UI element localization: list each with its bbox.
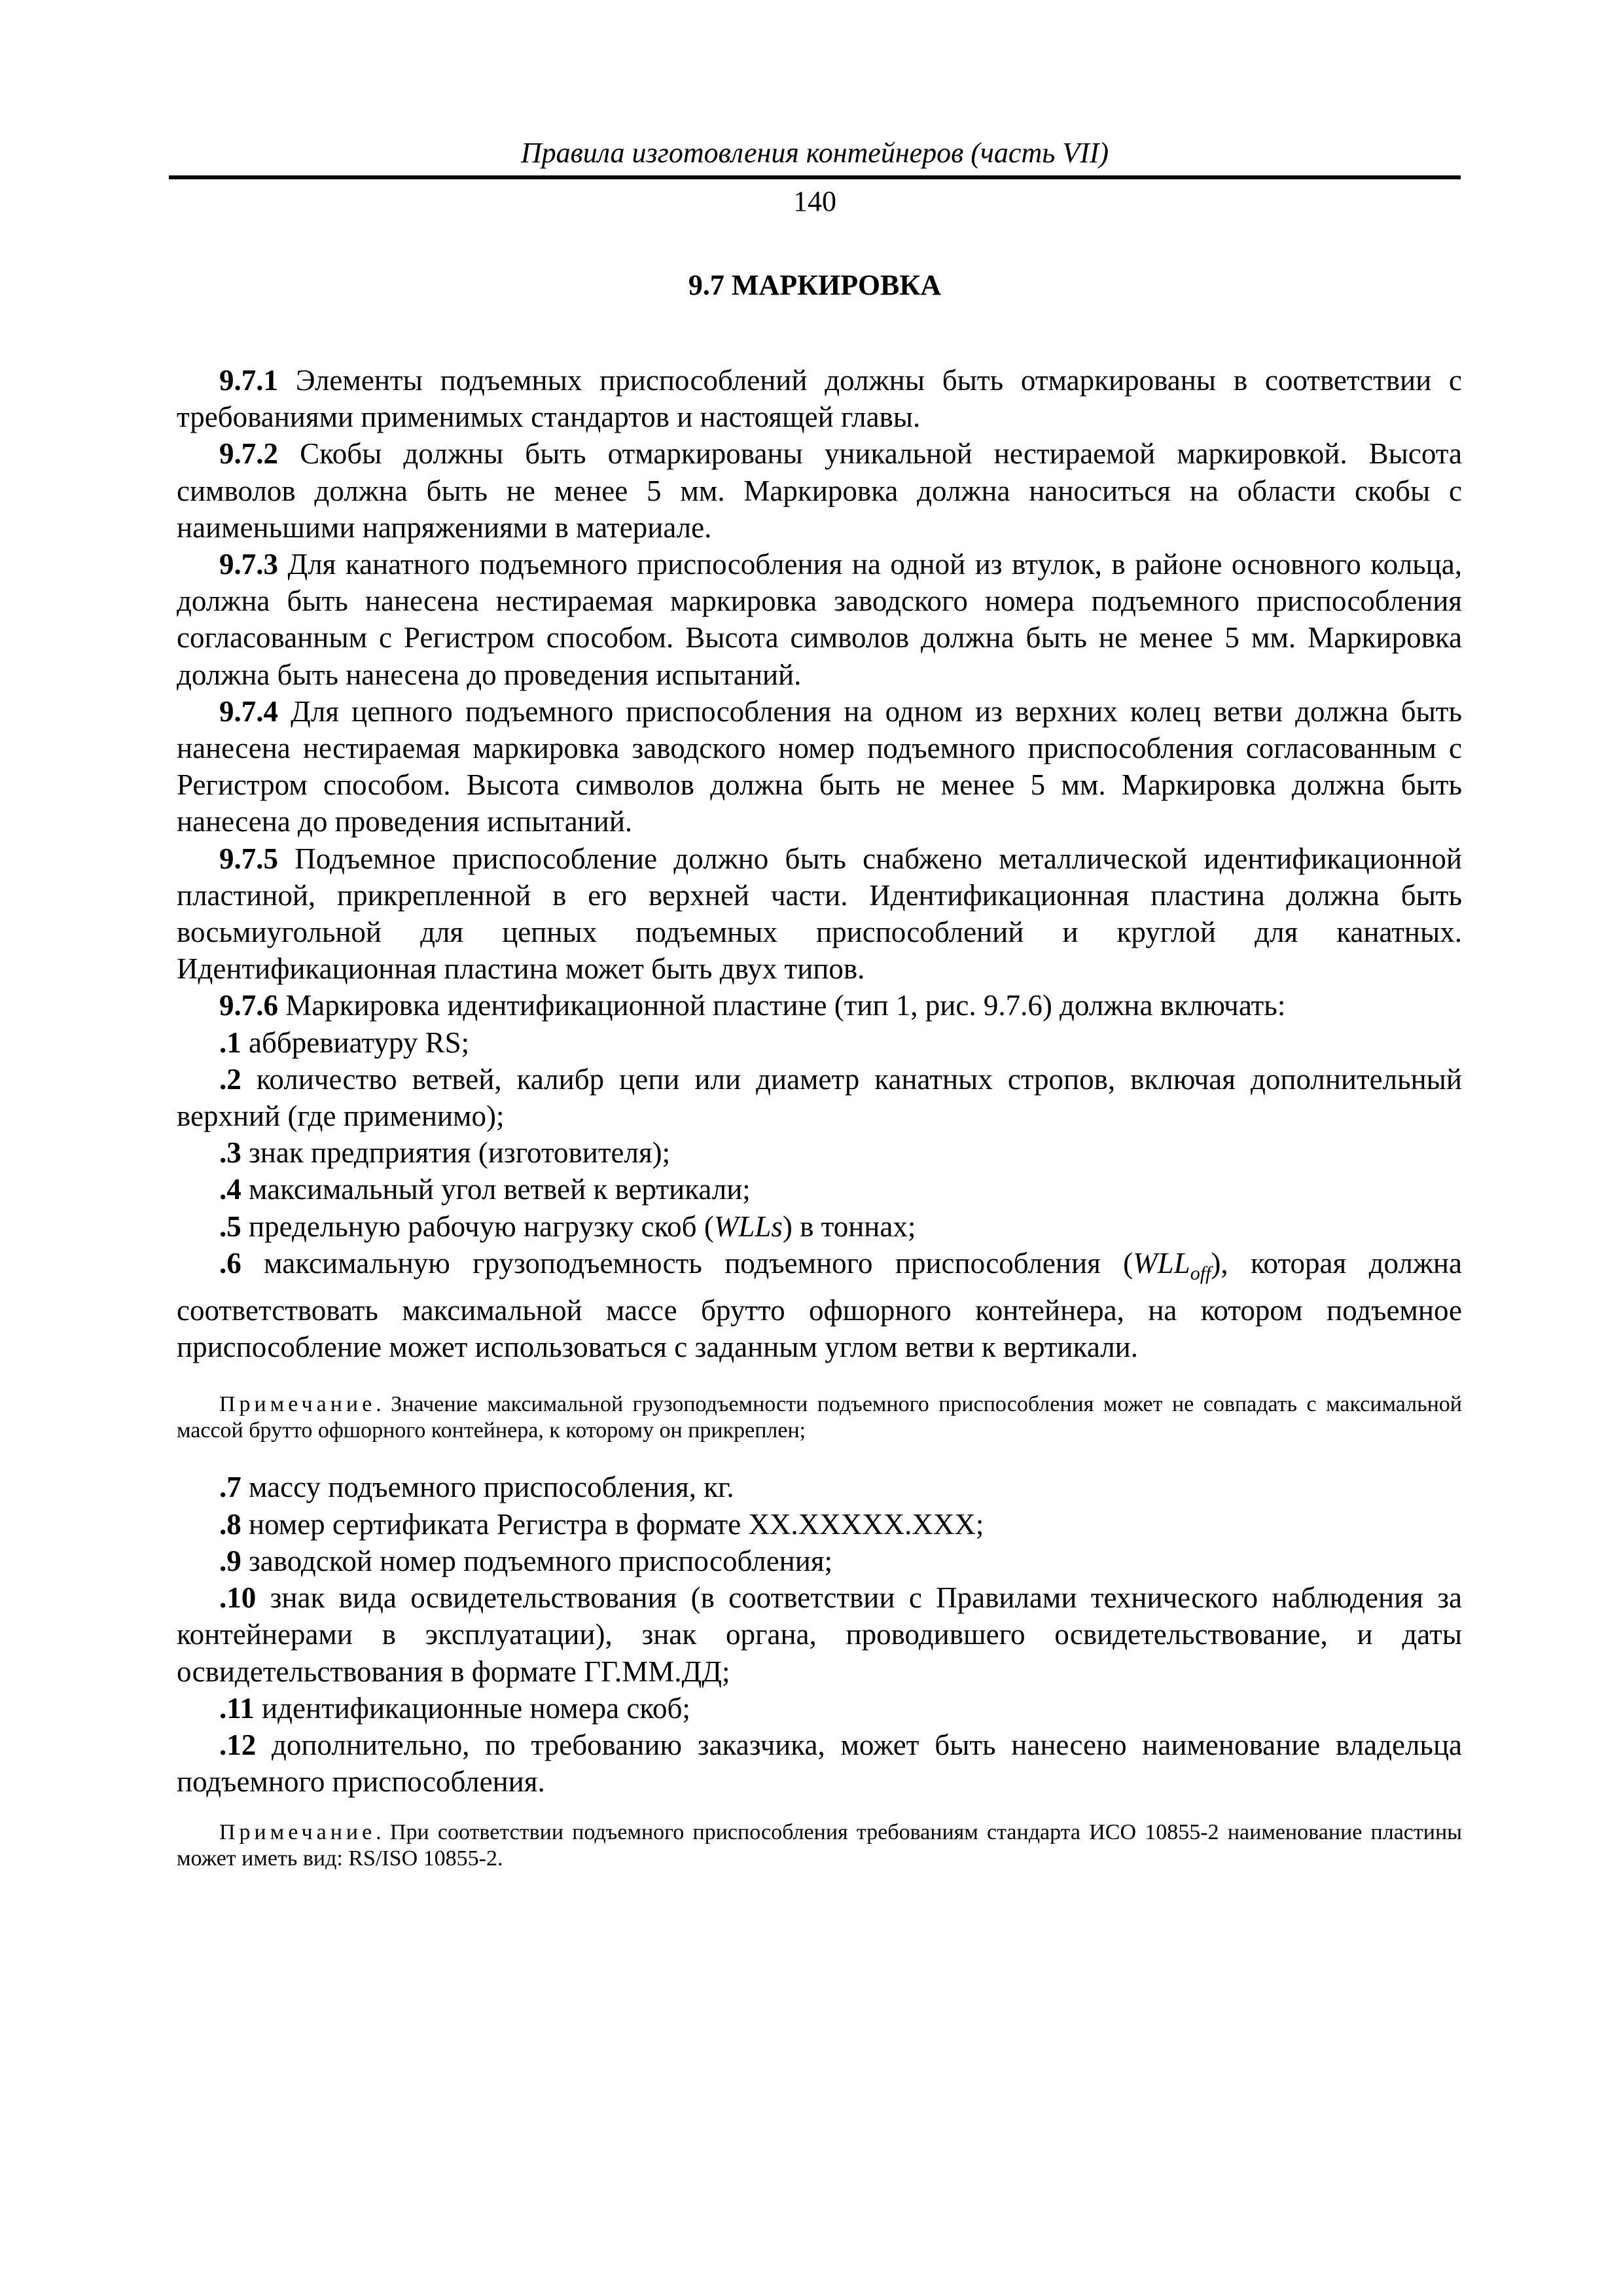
header-rule [169, 175, 1461, 179]
list-item-10 [177, 1579, 1462, 1690]
item-text: заводской номер подъемного приспособления; [241, 1544, 833, 1577]
paragraph-text: Для канатного подъемного приспособления на одной из втулок, в районе основного кольца, должна быть нанесена нестираемая маркировка заводского номера подъемного приспособления согласованным с Регистром способом. Высота символов должна быть не менее 5 мм. Маркировка должна быть нанесена до проведения испытаний. [177, 548, 1462, 691]
paragraph-text: Элементы подъемных приспособлений должны быть отмаркированы в соответствии с требованиями применимых стандартов и настоящей главы. [177, 364, 1462, 434]
list-item-2 [177, 1061, 1462, 1134]
paragraph-9-7-3 [177, 546, 1462, 693]
item-number: .2 [219, 1062, 241, 1096]
list-item-3 [177, 1134, 1462, 1171]
body-text [177, 362, 1462, 1872]
list-item-6 [177, 1245, 1462, 1366]
item-text: аббревиатуру RS; [241, 1026, 470, 1059]
item-number: .9 [219, 1544, 241, 1577]
item-text: знак предприятия (изготовителя); [241, 1136, 671, 1170]
item-text: массу подъемного приспособления, кг. [241, 1471, 734, 1504]
note-1 [177, 1391, 1462, 1444]
term-wlls: WLLs [713, 1210, 783, 1243]
term-wll: WLL [1133, 1246, 1190, 1280]
paragraph-number: 9.7.4 [219, 694, 278, 728]
term-subscript: off [1190, 1262, 1211, 1284]
list-item-9 [177, 1543, 1462, 1579]
section-title: 9.7 МАРКИРОВКА [688, 269, 942, 301]
list-item-7 [177, 1469, 1462, 1505]
note-2 [177, 1820, 1462, 1872]
item-text: количество ветвей, калибр цепи или диаметр канатных стропов, включая дополнительный верхний (где применимо); [177, 1062, 1462, 1133]
item-text: дополнительно, по требованию заказчика, может быть нанесено наименование владельца подъемного приспособления. [177, 1728, 1462, 1799]
list-item-8 [177, 1506, 1462, 1543]
term-wll-off [1133, 1246, 1211, 1284]
list-item-12 [177, 1727, 1462, 1800]
item-text-end: ) в тоннах; [782, 1210, 916, 1243]
paragraph-number: 9.7.6 [219, 989, 278, 1022]
item-number: .7 [219, 1471, 241, 1504]
item-text: максимальную грузоподъемность подъемного приспособления ( [241, 1246, 1133, 1280]
item-number: .11 [219, 1691, 255, 1725]
item-text: предельную рабочую нагрузку скоб ( [241, 1210, 714, 1243]
item-number: .4 [219, 1173, 241, 1206]
list-item-4 [177, 1171, 1462, 1208]
paragraph-text: Для цепного подъемного приспособления на одном из верхних колец ветви должна быть нанесена нестираемая маркировка заводского номер подъемного приспособления согласованным с Регистром способом. Высота символов должна быть не менее 5 мм. Маркировка должна быть нанесена до проведения испытаний. [177, 694, 1462, 838]
list-item-11 [177, 1690, 1462, 1727]
paragraph-9-7-6 [177, 987, 1462, 1024]
paragraph-9-7-2 [177, 435, 1462, 546]
page-number: 140 [793, 185, 836, 217]
paragraph-number: 9.7.2 [219, 437, 278, 471]
paragraph-text: Подъемное приспособление должно быть снабжено металлической идентификационной пластиной, прикрепленной в его верхней части. Идентификационная пластина должна быть восьмиугольной для цепных подъемных приспособлений и круглой для канатных. Идентификационная пластина может быть двух типов. [177, 842, 1462, 986]
item-number: .8 [219, 1507, 241, 1541]
item-number: .1 [219, 1026, 241, 1059]
item-text: идентификационные номера скоб; [254, 1691, 690, 1725]
list-item-1 [177, 1024, 1462, 1061]
item-number: .3 [219, 1136, 241, 1170]
paragraph-9-7-4 [177, 693, 1462, 840]
paragraph-text: Скобы должны быть отмаркированы уникальной нестираемой маркировкой. Высота символов должна быть не менее 5 мм. Маркировка должна наноситься на области скобы с наименьшими напряжениями в материале. [177, 437, 1462, 544]
paragraph-9-7-5 [177, 840, 1462, 988]
item-text: максимальный угол ветвей к вертикали; [241, 1173, 751, 1206]
note-text: . При соответствии подъемного приспособления требованиям стандарта ИСО 10855-2 наименование пластины может иметь вид: RS/ISO 10855-2. [177, 1820, 1462, 1871]
item-number: .5 [219, 1210, 241, 1243]
item-text: знак вида освидетельствования (в соответствии с Правилами технического наблюдения за контейнерами в эксплуатации), знак органа, проводившего освидетельствование, и даты освидетельствования в формате ГГ.ММ.ДД; [177, 1581, 1462, 1688]
paragraph-number: 9.7.1 [219, 364, 278, 397]
paragraph-9-7-1 [177, 362, 1462, 435]
paragraph-text: Маркировка идентификационной пластине (тип 1, рис. 9.7.6) должна включать: [278, 989, 1286, 1022]
running-header-title: Правила изготовления контейнеров (часть VII) [520, 137, 1109, 169]
item-text-end: ), которая должна соответствовать максимальной массе брутто офшорного контейнера, на котором подъемное приспособление может использоваться с заданным углом ветви к вертикали. [177, 1246, 1462, 1364]
paragraph-number: 9.7.3 [219, 548, 278, 581]
paragraph-number: 9.7.5 [219, 842, 278, 875]
note-text: . Значение максимальной грузоподъемности подъемного приспособления может не совпадать с максимальной массой брутто офшорного контейнера, к которому он прикреплен; [177, 1392, 1462, 1443]
item-number: .6 [219, 1246, 241, 1280]
list-item-5 [177, 1208, 1462, 1245]
note-label: Примечание [219, 1820, 376, 1845]
item-number: .12 [219, 1728, 257, 1761]
note-label: Примечание [219, 1392, 376, 1417]
item-text: номер сертификата Регистра в формате XX.XXXXX.XXX; [241, 1507, 984, 1541]
item-number: .10 [219, 1581, 257, 1615]
